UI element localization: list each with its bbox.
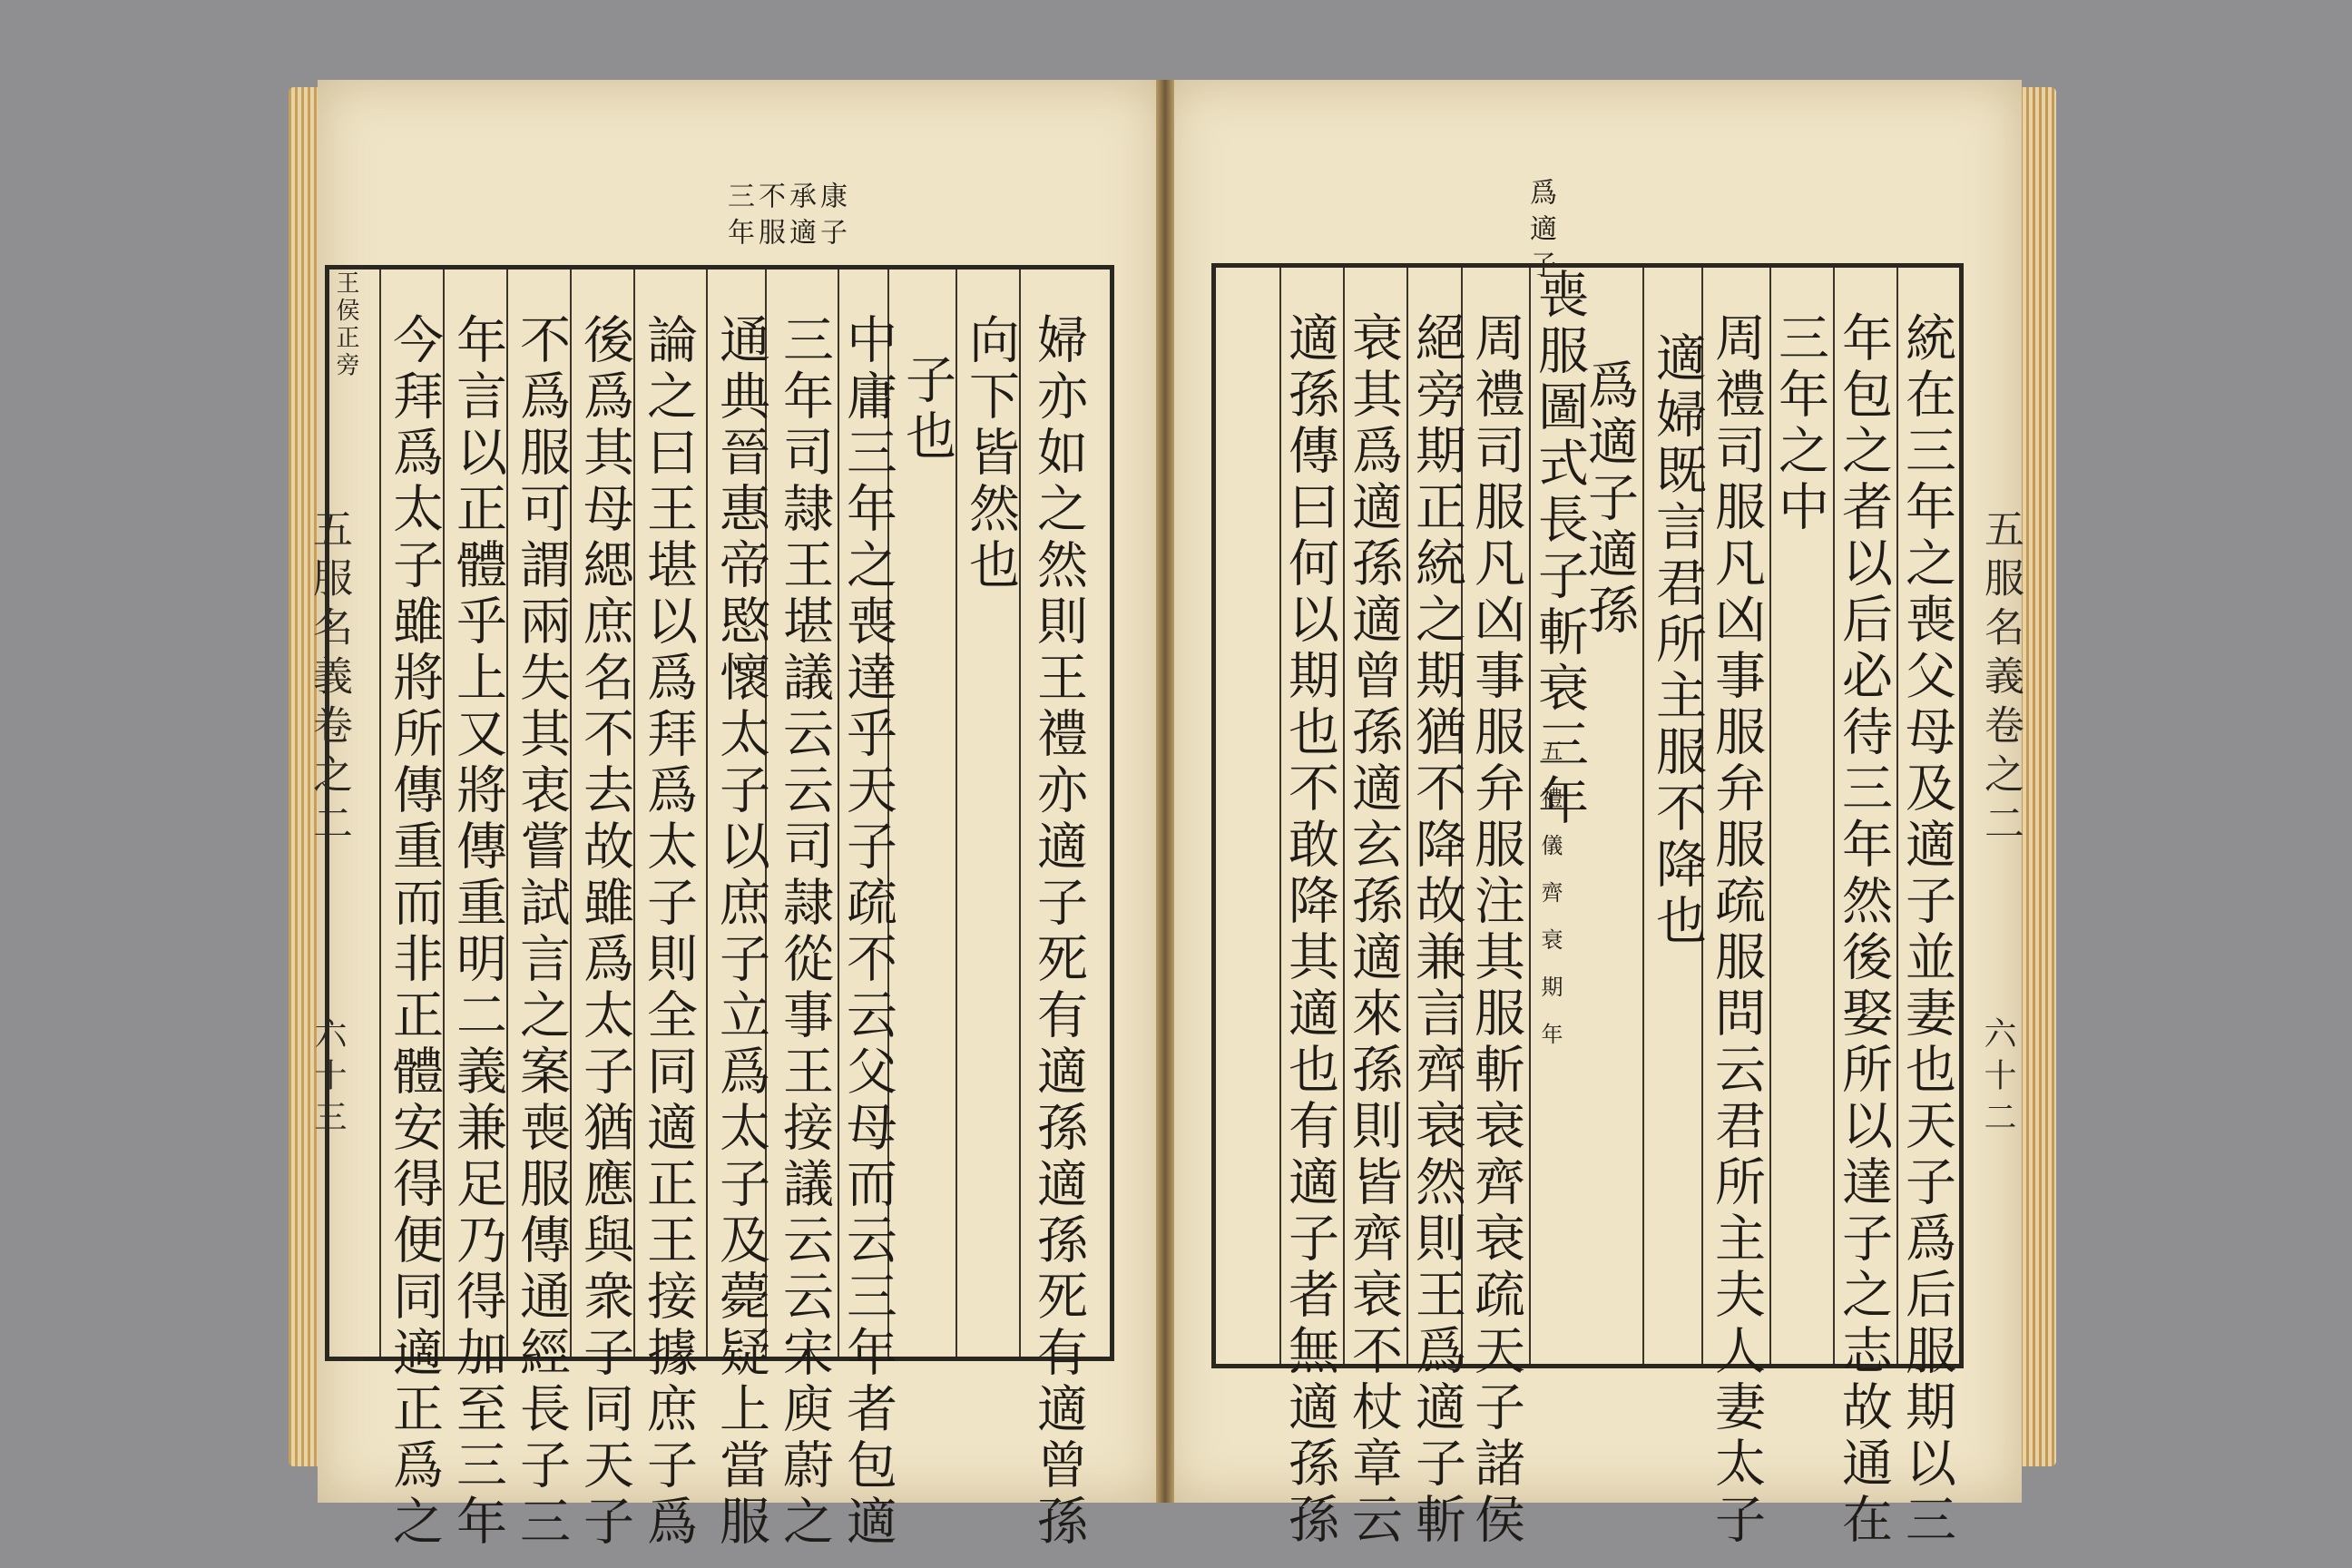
right-column-1: 統在三年之喪父母及適子並妻也天子爲后服期以三 [1897, 311, 1956, 1549]
left-column-1: 婦亦如之然則王禮亦適子死有適孫適孫死有適曾孫 [1029, 313, 1088, 1551]
right-column-7: 喪服圖式長子斬衰三年 [1530, 268, 1589, 830]
right-text-frame [1211, 263, 1964, 1549]
right-fold-page: 六十二 [1979, 1016, 2016, 1142]
left-edge-note: 王侯正旁 [332, 270, 359, 379]
right-column-8: 周禮司服凡凶事服弁服注其服斬衰齊衰疏天子諸侯 [1466, 311, 1525, 1549]
left-column-9: 不爲服可謂兩失其衷嘗試言之案喪服傳通經長子三 [512, 313, 571, 1551]
left-column-5: 三年司隷王堪議云云司隷從事王接議云云宋庾蔚之 [775, 313, 834, 1551]
right-column-10: 衰其爲適孫適曾孫適玄孫適來孫則皆齊衰不杖章云 [1344, 311, 1403, 1549]
right-column-5: 適婦既言君所主服不降也 [1648, 331, 1707, 950]
right-column-3: 三年之中 [1770, 311, 1829, 536]
left-column-7: 論之曰王堪以爲拜爲太子則全同適正王接據庶子爲 [639, 313, 698, 1551]
left-fold-page: 六十三 [309, 1016, 347, 1142]
right-column-4: 周禮司服凡凶事服弁服疏服問云君所主夫人妻太子 [1707, 311, 1766, 1549]
left-fold-title: 五服名義卷之二 [306, 508, 352, 851]
left-text-frame [325, 265, 1114, 1551]
left-column-6: 通典晉惠帝愍懷太子以庶子立爲太子及薨疑上當服 [711, 313, 770, 1551]
right-column-9: 絕旁期正統之期猶不降故兼言齊衰然則王爲適子斬 [1407, 311, 1466, 1549]
left-column-4: 中庸三年之喪達乎天子疏不云父母而云三年者包適 [838, 313, 897, 1551]
book-gutter [1156, 80, 1174, 1503]
left-column-11: 今拜爲太子雖將所傳重而非正體安得便同適正爲之 [385, 313, 444, 1551]
right-column-11: 適孫傳曰何以期也不敢降其適也有適子者無適孫孫 [1280, 311, 1339, 1549]
right-top-note: 爲適子 [1524, 178, 1556, 287]
right-fold-title: 五服名義卷之二 [1977, 508, 2024, 851]
left-column-2: 向下皆然也 [961, 313, 1020, 594]
left-top-note: 康子 承適 不服 三年 [722, 181, 847, 254]
right-column-6: 爲適子適孫 [1580, 358, 1639, 640]
right-small-note: 五禮儀齊衰期年 [1537, 740, 1563, 1070]
left-column-3: 子也 [897, 353, 956, 466]
left-column-10: 年言以正體乎上又將傳重明二義兼足乃得加至三年 [448, 313, 507, 1551]
right-column-2: 年包之者以后必待三年然後娶所以達子之志故通在 [1834, 311, 1893, 1549]
left-column-8: 後爲其母緦庶名不去故雖爲太子猶應與衆子同天子 [575, 313, 634, 1551]
